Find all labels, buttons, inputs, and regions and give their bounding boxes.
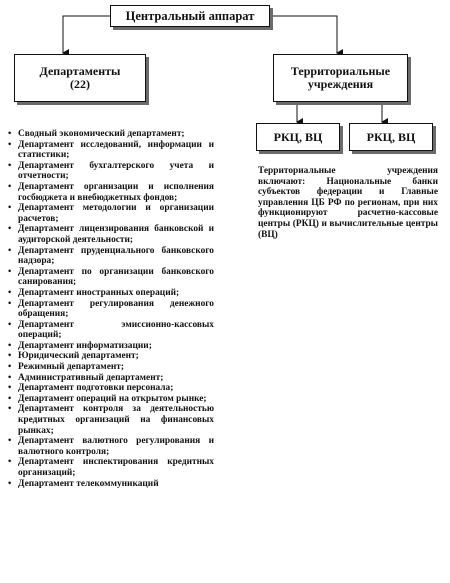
- department-item: • Департамент контроля за деятельностью кредитных организаций на финансовых рынках;: [8, 404, 214, 436]
- territorial-institutions-note: Территориальные учреждения включают: Национальные банки субъектов федерации и Главные управления ЦБ РФ по регионам, при них функционируют расчетно-кассовые центры (РКЦ) и вычислительные центры (ВЦ): [258, 166, 438, 240]
- department-item: • Департамент организации и исполнения госбюджета и внебюджетных фондов;: [8, 182, 214, 203]
- rkc-vc-box-1: [256, 123, 340, 151]
- department-item: • Сводный экономический департамент;: [8, 129, 214, 140]
- rkc-vc-label: РКЦ, ВЦ: [366, 129, 416, 144]
- department-item: • Департамент пруденциального банковского надзора;: [8, 246, 214, 267]
- department-item: • Департамент инспектирования кредитных организаций;: [8, 457, 214, 478]
- department-item: • Административный департамент;: [8, 373, 214, 384]
- department-item: • Департамент исследований, информации и статистики;: [8, 140, 214, 161]
- department-item: • Департамент подготовки персонала;: [8, 383, 214, 394]
- rkc-vc-box-2: [349, 123, 433, 151]
- territorial-title-line2: учреждения: [307, 77, 374, 91]
- territorial-institutions-box: [273, 54, 408, 102]
- department-item: • Департамент иностранных операций;: [8, 288, 214, 299]
- department-list: [8, 129, 214, 489]
- department-item: • Департамент эмиссионно-кассовых операций;: [8, 320, 214, 341]
- rkc-vc-label: РКЦ, ВЦ: [273, 129, 323, 144]
- department-item: • Департамент регулирования денежного обращения;: [8, 299, 214, 320]
- department-item: • Юридический департамент;: [8, 351, 214, 362]
- departments-title: Департаменты: [39, 64, 121, 78]
- department-item: • Департамент бухгалтерского учета и отчетности;: [8, 161, 214, 182]
- department-item: • Департамент информатизации;: [8, 341, 214, 352]
- department-item: • Департамент лицензирования банковской и аудиторской деятельности;: [8, 224, 214, 245]
- department-item: • Режимный департамент;: [8, 362, 214, 373]
- connector-central-left: [63, 16, 110, 53]
- territorial-title-line1: Территориальные: [290, 64, 391, 78]
- department-item: • Департамент операций на открытом рынке;: [8, 394, 214, 405]
- central-apparatus-box: [110, 5, 270, 27]
- connector-central-right: [270, 16, 337, 53]
- central-apparatus-title: Центральный аппарат: [125, 8, 255, 23]
- department-item: • Департамент телекоммуникаций: [8, 479, 214, 490]
- department-item: • Департамент валютного регулирования и валютного контроля;: [8, 436, 214, 457]
- departments-box: [14, 54, 146, 102]
- departments-count: (22): [70, 77, 90, 91]
- department-item: • Департамент по организации банковского санирования;: [8, 267, 214, 288]
- department-item: • Департамент методологии и организации расчетов;: [8, 203, 214, 224]
